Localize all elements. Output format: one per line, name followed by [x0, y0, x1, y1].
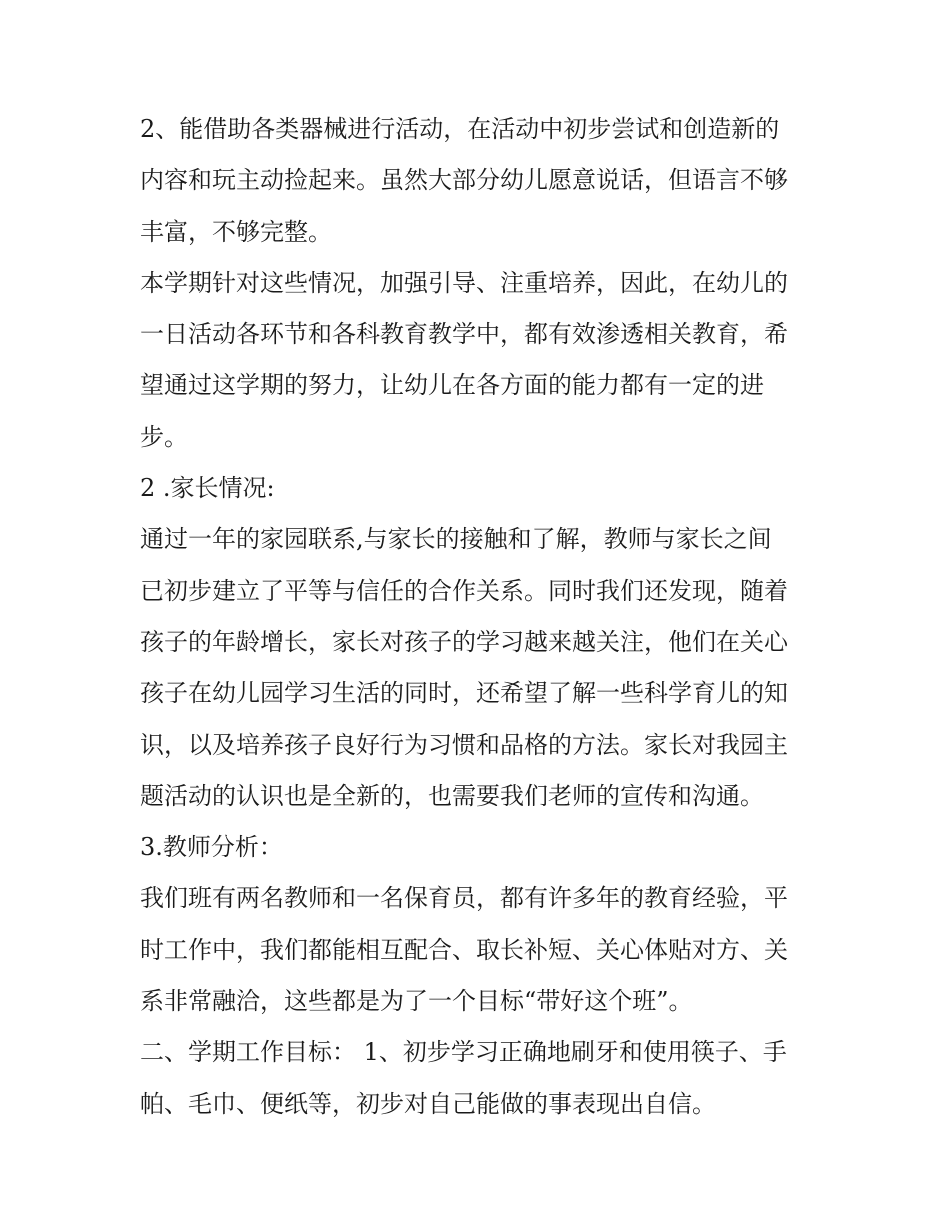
text-line: 望通过这学期的努力，让幼儿在各方面的能力都有一定的进: [140, 371, 764, 400]
text-line: 识，以及培养孩子良好行为习惯和品格的方法。家长对我园主: [140, 730, 788, 759]
text-line: 孩子的年龄增长，家长对孩子的学习越来越关注，他们在关心: [140, 627, 788, 656]
text-line: 时工作中，我们都能相互配合、取长补短、关心体贴对方、关: [140, 935, 788, 964]
text-line: 步。: [140, 422, 188, 451]
text-line: 系非常融洽，这些都是为了一个目标“带好这个班”。: [140, 987, 693, 1016]
text-line: 帕、毛巾、便纸等，初步对自己能做的事表现出自信。: [140, 1089, 716, 1118]
text-line: 已初步建立了平等与信任的合作关系。同时我们还发现，随着: [140, 576, 788, 605]
section-heading: 2 .家长情况:: [140, 474, 275, 503]
text-line: 一日活动各环节和各科教育教学中，都有效渗透相关教育，希: [140, 320, 788, 349]
text-line: 2、能借助各类器械进行活动，在活动中初步尝试和创造新的: [140, 115, 780, 143]
text-line: 本学期针对这些情况，加强引导、注重培养，因此，在幼儿的: [140, 268, 788, 297]
text-line: 孩子在幼儿园学习生活的同时，还希望了解一些科学育儿的知: [140, 679, 788, 708]
document-body: [140, 104, 820, 1130]
text-line: 题活动的认识也是全新的，也需要我们老师的宣传和沟通。: [140, 781, 764, 810]
text-line: 丰富，不够完整。: [140, 217, 332, 246]
section-heading: 3.教师分析：: [140, 833, 283, 862]
text-line: 内容和玩主动捡起来。虽然大部分幼儿愿意说话，但语言不够: [140, 166, 788, 195]
text-line: 通过一年的家园联系,与家长的接触和了解，教师与家长之间: [140, 525, 772, 554]
section-heading: 二、学期工作目标： 1、初步学习正确地刷牙和使用筷子、手: [140, 1038, 787, 1067]
text-line: 我们班有两名教师和一名保育员，都有许多年的教育经验，平: [140, 884, 788, 913]
